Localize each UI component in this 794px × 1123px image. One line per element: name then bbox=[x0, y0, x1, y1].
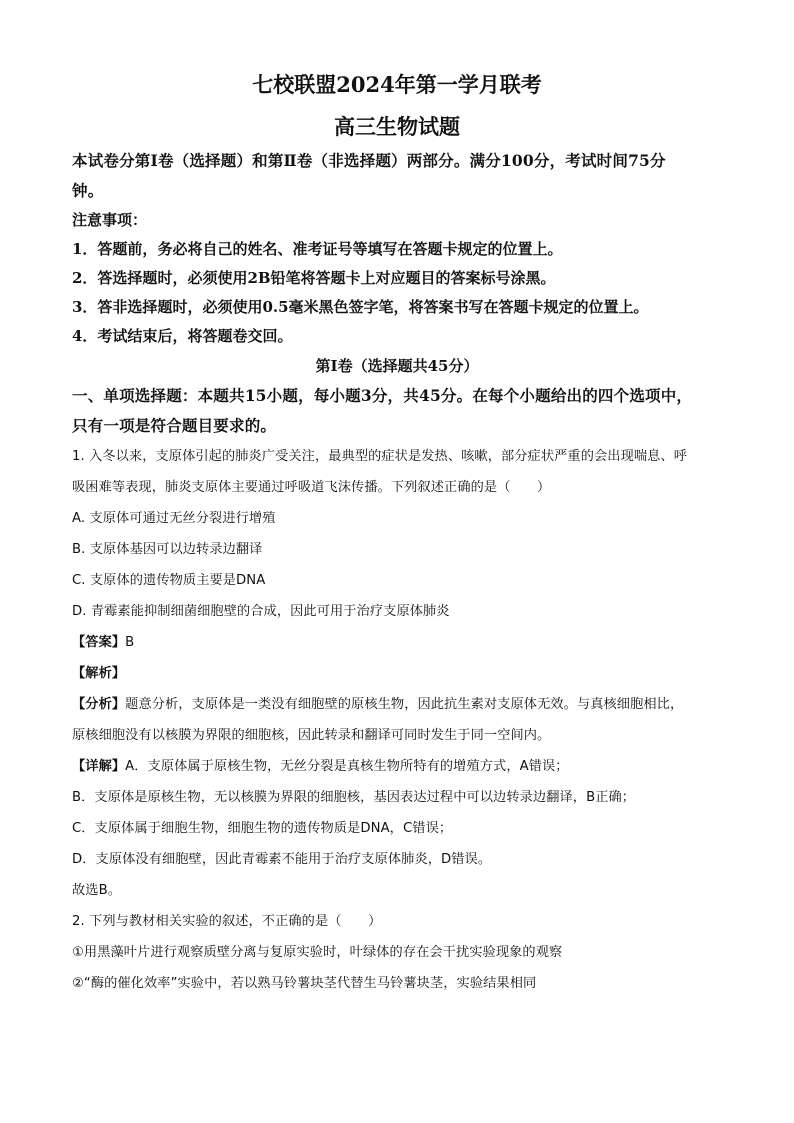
q1-stem-line-1: 1. 入冬以来，支原体引起的肺炎广受关注，最典型的症状是发热、咳嗽，部分症状严重的会出现喘息、呼 bbox=[72, 449, 688, 464]
notice-item-4: 4．考试结束后，将答题卷交回。 bbox=[72, 327, 293, 345]
q2-item-2: ②“酶的催化效率”实验中，若以熟马铃薯块茎代替生马铃薯块茎，实验结果相同 bbox=[72, 976, 537, 991]
answer-tag: 【答案】 bbox=[72, 635, 126, 650]
section-title: 第Ⅰ卷（选择题共45分） bbox=[315, 357, 479, 375]
q1-analysis-heading bbox=[72, 658, 722, 689]
q1-detail-c: C．支原体属于细胞生物，细胞生物的遗传物质是DNA，C错误； bbox=[72, 821, 453, 836]
q1-fenxi-line-1 bbox=[72, 689, 722, 720]
q1-option-b: B. 支原体基因可以边转录边翻译 bbox=[72, 542, 263, 557]
q1-detail-b: B．支原体是原核生物，无以核膜为界限的细胞核，基因表达过程中可以边转录边翻译，B正确； bbox=[72, 790, 636, 805]
q1-detail-a bbox=[72, 751, 722, 782]
fenxi-tag: 【分析】 bbox=[72, 697, 126, 712]
analysis-tag: 【解析】 bbox=[72, 666, 126, 681]
exam-title: 七校联盟2024年第一学月联考 bbox=[252, 72, 542, 97]
detail-tag: 【详解】 bbox=[72, 759, 126, 774]
answer-value: B bbox=[125, 635, 135, 650]
q1-option-d: D. 青霉素能抑制细菌细胞壁的合成，因此可用于治疗支原体肺炎 bbox=[72, 604, 450, 619]
q1-fenxi-line-2: 原核细胞没有以核膜为界限的细胞核，因此转录和翻译可同时发生于同一空间内。 bbox=[72, 728, 551, 743]
intro-line-2: 钟。 bbox=[72, 181, 104, 200]
q1-option-c: C. 支原体的遗传物质主要是DNA bbox=[72, 573, 266, 588]
q1-option-a: A. 支原体可通过无丝分裂进行增殖 bbox=[72, 511, 276, 526]
exam-subtitle: 高三生物试题 bbox=[334, 114, 460, 139]
notice-item-2: 2．答选择题时，必须使用2B铅笔将答题卡上对应题目的答案标号涂黑。 bbox=[72, 269, 556, 287]
section-instruction-2: 只有一项是符合题目要求的。 bbox=[72, 416, 277, 435]
detail-a-text: A．支原体属于原核生物，无丝分裂是真核生物所特有的增殖方式，A错误； bbox=[125, 759, 569, 774]
q2-item-1: ①用黑藻叶片进行观察质壁分离与复原实验时，叶绿体的存在会干扰实验现象的观察 bbox=[72, 945, 563, 960]
q1-conclusion: 故选B。 bbox=[72, 883, 122, 898]
q2-stem: 2. 下列与教材相关实验的叙述，不正确的是（ ） bbox=[72, 914, 382, 929]
notice-heading: 注意事项： bbox=[72, 211, 148, 229]
section-instruction-1: 一、单项选择题：本题共15小题，每小题3分，共45分。在每个小题给出的四个选项中， bbox=[72, 386, 693, 405]
notice-item-1: 1．答题前，务必将自己的姓名、准考证号等填写在答题卡规定的位置上。 bbox=[72, 240, 563, 258]
q1-detail-d: D．支原体没有细胞壁，因此青霉素不能用于治疗支原体肺炎，D错误。 bbox=[72, 852, 492, 867]
q1-stem-line-2: 吸困难等表现，肺炎支原体主要通过呼吸道飞沫传播。下列叙述正确的是（ ） bbox=[72, 480, 551, 495]
fenxi-text-1: 题意分析，支原体是一类没有细胞壁的原核生物，因此抗生素对支原体无效。与真核细胞相比， bbox=[125, 697, 684, 712]
q1-answer bbox=[72, 627, 722, 658]
intro-line-1: 本试卷分第Ⅰ卷（选择题）和第Ⅱ卷（非选择题）两部分。满分100分，考试时间75分 bbox=[72, 151, 666, 170]
notice-item-3: 3．答非选择题时，必须使用0.5毫米黑色签字笔，将答案书写在答题卡规定的位置上。 bbox=[72, 298, 649, 316]
